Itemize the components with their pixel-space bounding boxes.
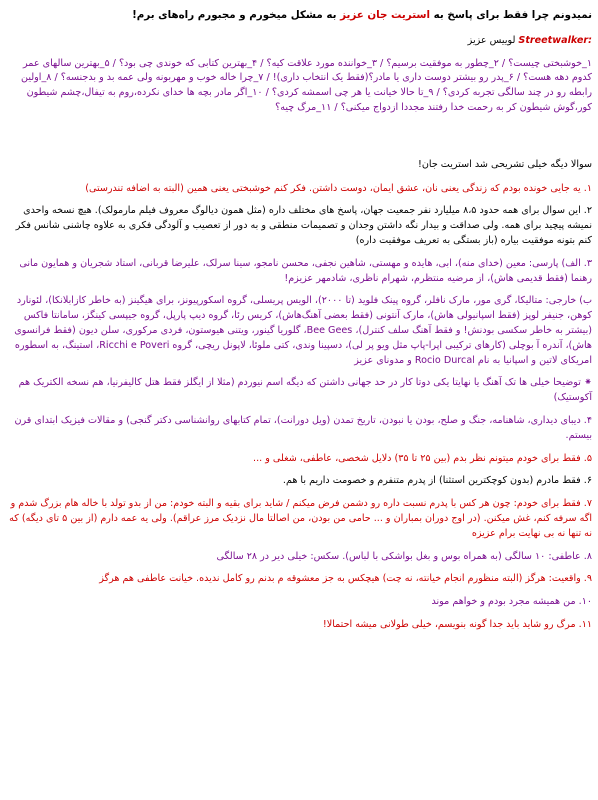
answer-8: ۸. عاطفی: ۱۰ سالگی (به همراه بوس و بغل بواشکی با لباس). سکس: خیلی دیر در ۲۸ سالگی bbox=[216, 550, 592, 562]
answer-5: ۵. فقط برای خودم میتونم نظر بدم (بین ۲۵ تا ۳۵) دلایل شخصی، عاطفی، شغلی و ... bbox=[253, 452, 592, 464]
title-text-before: نمیدونم چرا فقط برای پاسخ به bbox=[430, 9, 592, 21]
answer-10: ۱۰. من همیشه مجرد بودم و خواهم موند bbox=[431, 596, 592, 608]
answer-3b: ب) خارجی: متالیکا، گری مور، مارک نافلر، گروه پینک فلوید (تا ۲۰۰۰)، الویس پریسلی، گروه اسکورپیونز، برای هیگینز (به خاطر کازابلانکا)، لئونارد کوهن، جنیفر لوپز (فقط اسپانیولی هاش)، مارک آنتونی (فقط بعضی آهنگ‌هاش)، کریس رئا، گروه دیپ پارپل، گروه جیپسی کینگز، سامانتا فاکس (بیشتر به خاطر سکسی بودنش! و فقط آهنگ سلف کنترل)، Bee Gees، گلوریا گینور، ویتنی هیوستون، فردی مرکوری، سلن دیون (فقط فرانسوی هاش)، آندره آ بوچلی (کارهای ترکیبی اپرا-پاپ مثل ویو پر لی)، دسپینا وندی، کتی ملوئا، لاپونل ریچی، گروه Ricchi e Poveri، استینگ، به اسطوره امریکای لاتین و اسپانیا به نام Rocio Durcal و مدونای عزیز bbox=[14, 295, 592, 366]
answer-11: ۱۱. مرگ رو شاید باید جدا گونه بنویسم، خیلی طولانی میشه احتمالا! bbox=[322, 618, 592, 630]
answer-4: ۴. دیبای دیداری، شاهنامه، جنگ و صلح، بودن یا نبودن، تاریخ تمدن (ویل دورانت)، تمام کتابهای روانشناسی دکتر گنجی) و مقالات فیزیک ابتدای قرن بیستم. bbox=[14, 414, 592, 441]
answer-3-note: ⁕ توضیحا خیلی ها تک آهنگ یا نهایتا یکی دوتا کار در حد جهانی داشتن که دیگه اسم نیوردم (مثلا از ایگلز فقط هتل کالیفرنیا، هم نسخه الکتریک هم آکوستیک) bbox=[18, 377, 592, 404]
quote-author: Streetwalker: bbox=[518, 34, 592, 46]
quote-recipient: لوییس عزیز bbox=[467, 34, 519, 46]
answer-9: ۹. واقعیت: هرگز (البته منظورم انجام خیانته، نه چت) هیچکس به جز معشوقه م بدنم رو کامل ندیده. خیانت عاطفی هم هرگز bbox=[99, 573, 592, 585]
answer-7: ۷. فقط برای خودم: چون هر کس با پدرم نسبت داره رو دشمن فرض میکنم / شاید برای بقیه و البته خودم: من از بدو تولد با خاله هام بزرگ شدم و اگه سرفه کنم، غش میکنن. (در اوج دوران بمباران و ... حامی من بودن، من اصالتا مال نزدیک مرز عراقم). ولی یه عمه دارم (از بین ۵ تای دیگه) که نه تنها نه بی نهایت برام عزیزه bbox=[9, 498, 592, 539]
quote-byline bbox=[6, 34, 592, 49]
answer-3a: ۳. الف) پارسی: معین (خدای منه)، ابی، هایده و مهستی، شاهین نجفی، محسن نامجو، سینا سرلک، علیرضا قربانی، استاد شجریان و همایون مانی رهنما (فقط قدیمی هاش)، از مرضیه منتظرم، شهرام ناظری، شادمهر عزیزم! bbox=[19, 257, 592, 284]
quoted-questions: ۱_خوشبختی چیست؟ / ۲_چطور به موفقیت برسیم؟ / ۳_خواننده مورد علاقت کیه؟ / ۴_بهترین کتابی که خوندی چی بود؟ / ۵_بهترین سالهای عمر کدوم دهه هست؟ / ۶_پدر رو بیشتر دوست داری یا مادر؟(فقط یک انتخاب داری)! / ۷_چرا خاله خوب و مهربونه ولی عمه بد و بدجنسه؟ / ۸_اولین رابطه رو در چند سالگی تجربه کردی؟ / ۹_تا حالا خیانت یا هر چی اسمشه کردی؟ / ۱۰_اگر مادر بچه ها خدای نکرده،روم به تیفال،چشم شیطون کور،گوش شیطون کر به رحمت خدا رفتند مجددا ازدواج میکنی؟ / ۱۱_مرگ چیه؟ bbox=[21, 57, 592, 113]
title-text-after: به مشکل میخورم و مجبورم راه‌های برم! bbox=[132, 9, 341, 21]
answers-heading: سوالا دیگه خیلی تشریحی شد استریت جان! bbox=[418, 158, 592, 170]
answer-2: ۲. این سوال برای همه حدود ۸،۵ میلیارد نفر جمعیت جهان، پاسخ های مختلف داره (مثل همون دیالوگ معروف فیلم مارمولک). هیچ نسخه واحدی نمیشه پیچید برای همه. ولی صداقت و بیدار نگه داشتن وجدان و تصمیمات منطقی و به دور از تعصیب و آلودگی فکری به علاوه چاشنی شانس فکر کنم بتونه موفقیت بیاره (باز بستگی به تعریف موفقیت داره) bbox=[15, 205, 592, 246]
title-highlight: استریت جان عزیز bbox=[340, 9, 431, 21]
answer-6: ۶. فقط مادرم (بدون کوچکترین استثنا) از پدرم متنفرم و خصومت داریم با هم. bbox=[282, 475, 592, 487]
answer-1: ۱. یه جایی خونده بودم که زندگی یعنی نان، عشق ایمان، دوست داشتن. فکر کنم خوشبختی یعنی همین (البته به اضافه تندرستی) bbox=[85, 182, 592, 194]
post-title bbox=[6, 8, 592, 23]
